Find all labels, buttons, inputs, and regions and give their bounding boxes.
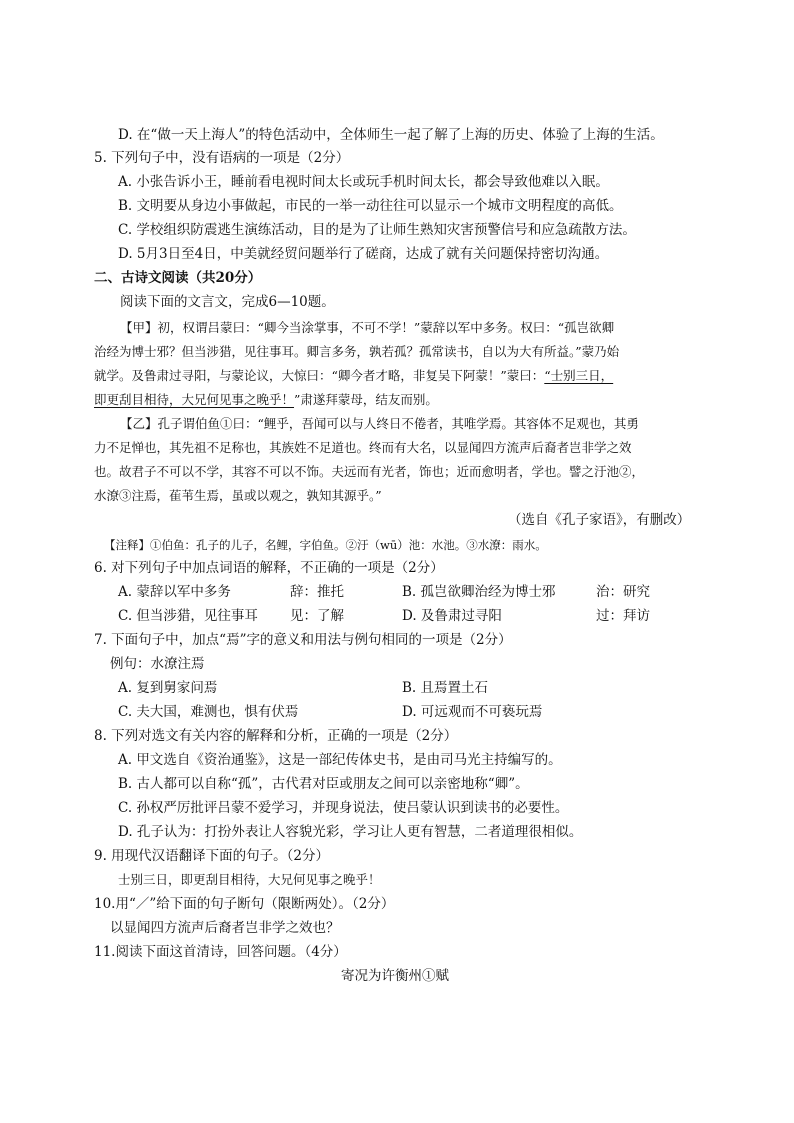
q4-option-d: D. 在“做一天上海人”的特色活动中，全体师生一起了解了上海的历史、体验了上海的生活。 [118, 127, 664, 143]
q8-option-b: B. 古人都可以自称“孤”，古代君对臣或朋友之间可以亲密地称“卿”。 [118, 776, 529, 792]
q7-stem: 7. 下面句子中，加点“焉”字的意义和用法与例句相同的一项是（2分） [94, 632, 512, 648]
q6-option-a-gloss: 辞：推托 [290, 584, 344, 600]
passage-jia-text-end: ”肃遂拜蒙母，结友而别。 [294, 392, 438, 407]
q8-option-d: D. 孔子认为：打扮外表让人容貌光彩，学习让人更有智慧，二者道理很相似。 [118, 824, 583, 840]
passage-yi-line-3: 也。故君子不可以不学，其容不可以不饰。夫远而有光者，饰也；近而愈明者，学也。譬之汙池②， [94, 464, 645, 479]
passage-jia-underlined-2: 即更刮目相待，大兄何见事之晚乎！ [94, 392, 295, 407]
poem-title: 寄况为许衡州①赋 [341, 968, 449, 984]
q6-option-d: D. 及鲁肃过寻阳 [402, 608, 502, 624]
q6-row-cd [0, 606, 794, 626]
q7-example: 例句：水潦注焉 [110, 656, 205, 672]
q6-option-a: A. 蒙辞以军中多务 [118, 584, 231, 600]
q6-row-ab [0, 582, 794, 602]
passage-jia-line-2: 治经为博士邪？但当涉猎，见往事耳。卿言多务，孰若孤？孤常读书，自以为大有所益。”蒙乃始 [94, 344, 620, 359]
annotation-notes: 【注释】①伯鱼：孔子的儿子，名鲤，字伯鱼。②汙（wū）池：水池。③水潦：雨水。 [104, 538, 547, 552]
q6-option-b-gloss: 治：研究 [596, 584, 650, 600]
passage-jia-text: 就学。及鲁肃过寻阳，与蒙论议，大惊曰：“卿今者才略，非复吴下阿蒙！”蒙曰： [94, 368, 545, 383]
q9-sentence: 士别三日，即更刮目相待，大兄何见事之晚乎！ [118, 872, 381, 887]
passage-jia-line-1: 【甲】初，权谓吕蒙曰：“卿今当涂掌事，不可不学！”蒙辞以军中多务。权曰：“孤岂欲卿 [120, 320, 615, 335]
q5-option-c: C. 学校组织防震逃生演练活动，目的是为了让师生熟知灾害预警信号和应急疏散方法。 [118, 222, 636, 238]
q7-option-b: B. 且焉置土石 [402, 680, 489, 696]
reading-intro: 阅读下面的文言文，完成6—10题。 [120, 294, 335, 310]
passage-yi-line-4: 水潦③注焉，萑苇生焉，虽或以观之，孰知其源乎。” [94, 488, 382, 503]
q6-option-c: C. 但当涉猎，见往事耳 [118, 608, 258, 624]
q7-row-cd [0, 702, 794, 722]
q5-option-b: B. 文明要从身边小事做起，市民的一举一动往往可以显示一个城市文明程度的高低。 [118, 198, 623, 214]
passage-jia-underlined-1: “士别三日， [544, 368, 614, 383]
section-2-heading: 二、古诗文阅读（共20分） [94, 270, 262, 286]
passage-jia-line-4 [94, 390, 438, 410]
q6-option-d-gloss: 过：拜访 [596, 608, 650, 624]
q6-option-b: B. 孤岂欲卿治经为博士邪 [402, 584, 556, 600]
q8-stem: 8. 下列对选文有关内容的解释和分析，正确的一项是（2分） [94, 728, 458, 744]
q7-row-ab [0, 678, 794, 698]
q10-sentence: 以显闻四方流声后裔者岂非学之效也？ [110, 920, 340, 936]
q8-option-c: C. 孙权严厉批评吕蒙不爱学习，并现身说法，使吕蒙认识到读书的必要性。 [118, 800, 569, 816]
q7-option-c: C. 夫大国，难测也，惧有伏焉 [118, 704, 299, 720]
q5-option-a: A. 小张告诉小王，睡前看电视时间太长或玩手机时间太长，都会导致他难以入眠。 [118, 174, 609, 190]
passage-yi-line-2: 力不足惮也，其先祖不足称也，其族姓不足道也。终而有大名，以显闻四方流声后裔者岂非学之效 [94, 440, 632, 455]
q10-stem: 10.用“／”给下面的句子断句（限断两处）。（2分） [94, 896, 395, 912]
q7-option-a: A. 复到舅家问焉 [118, 680, 218, 696]
passage-jia-line-3 [94, 366, 613, 386]
q5-option-d: D. 5月3日至4日，中美就经贸问题举行了磋商，达成了就有关问题保持密切沟通。 [118, 246, 609, 262]
q7-option-d: D. 可远观而不可亵玩焉 [402, 704, 543, 720]
q11-stem: 11.阅读下面这首清诗，回答问题。（4分） [94, 944, 347, 960]
q6-stem: 6. 对下列句子中加点词语的解释，不正确的一项是（2分） [94, 560, 444, 576]
passage-source: （选自《孔子家语》，有删改） [508, 512, 691, 528]
q8-option-a: A. 甲文选自《资治通鉴》，这是一部纪传体史书，是由司马光主持编写的。 [118, 752, 562, 768]
passage-yi-line-1: 【乙】孔子谓伯鱼①曰：“鲤乎，吾闻可以与人终日不倦者，其唯学焉。其容体不足观也，其勇 [120, 416, 639, 431]
q5-stem: 5. 下列句子中，没有语病的一项是（2分） [94, 150, 350, 166]
q9-stem: 9. 用现代汉语翻译下面的句子。（2分） [94, 848, 330, 864]
q6-option-c-gloss: 见：了解 [290, 608, 344, 624]
